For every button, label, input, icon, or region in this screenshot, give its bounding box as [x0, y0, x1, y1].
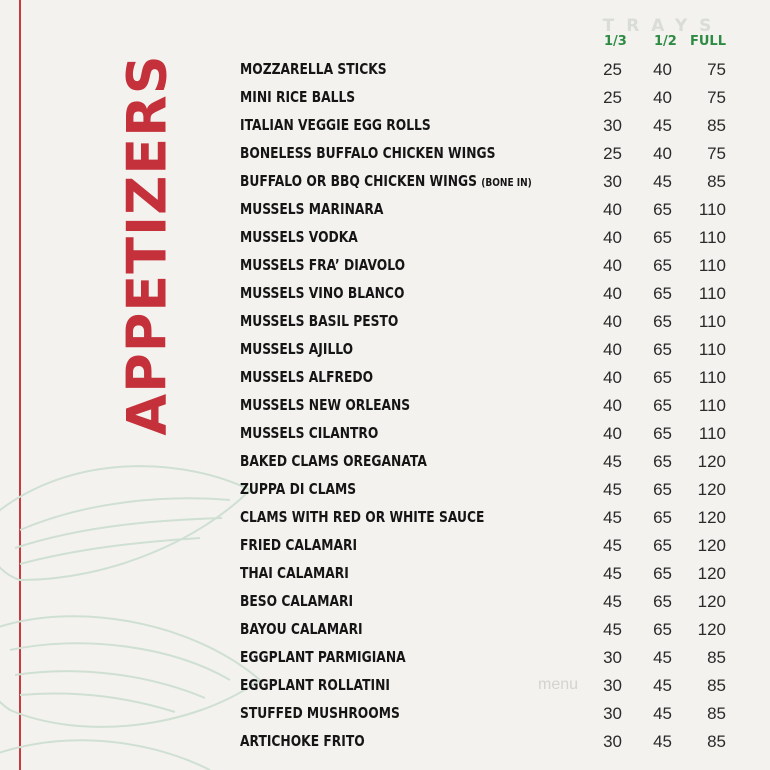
- menu-item-row: [240, 196, 740, 224]
- menu-item-row: [240, 700, 740, 728]
- price-third: 30: [603, 704, 622, 723]
- price-half: 40: [653, 60, 672, 79]
- item-name: [240, 396, 410, 414]
- price-third: 45: [603, 592, 622, 611]
- menu-item-row: [240, 84, 740, 112]
- price-half: 40: [653, 144, 672, 163]
- item-note: (BONE IN): [481, 176, 532, 189]
- header-third: 1/3: [604, 34, 627, 49]
- item-name: [240, 564, 349, 582]
- price-half: 65: [653, 256, 672, 275]
- price-half: 45: [653, 676, 672, 695]
- price-third: 40: [603, 396, 622, 415]
- item-name-text: BESO CALAMARI: [240, 592, 354, 610]
- menu-item-row: [240, 224, 740, 252]
- trays-label: TRAYS: [602, 16, 724, 36]
- price-half: 45: [653, 172, 672, 191]
- price-half: 45: [653, 732, 672, 751]
- item-name-text: MUSSELS MARINARA: [240, 200, 384, 218]
- price-full: 75: [707, 88, 726, 107]
- price-half: 65: [653, 508, 672, 527]
- price-third: 25: [603, 60, 622, 79]
- header-full: FULL: [690, 34, 727, 49]
- item-name: [240, 340, 353, 358]
- price-third: 45: [603, 480, 622, 499]
- item-name: [240, 256, 405, 274]
- price-third: 45: [603, 564, 622, 583]
- price-third: 40: [603, 228, 622, 247]
- item-name-text: ARTICHOKE FRITO: [240, 732, 365, 750]
- left-red-rule: [19, 0, 21, 770]
- price-third: 40: [603, 368, 622, 387]
- menu-item-row: [240, 56, 740, 84]
- price-half: 45: [653, 116, 672, 135]
- price-half: 65: [653, 480, 672, 499]
- price-full: 110: [698, 256, 726, 275]
- menu-items-list: [240, 56, 740, 756]
- price-third: 30: [603, 172, 622, 191]
- price-half: 65: [653, 620, 672, 639]
- item-name: [240, 116, 431, 134]
- item-name: [240, 60, 387, 78]
- item-name: [240, 592, 353, 610]
- price-half: 45: [653, 648, 672, 667]
- price-third: 25: [603, 144, 622, 163]
- price-full: 110: [698, 424, 726, 443]
- price-full: 120: [697, 452, 726, 471]
- item-name-text: EGGPLANT PARMIGIANA: [240, 648, 406, 666]
- menu-item-row: [240, 728, 740, 756]
- price-full: 85: [707, 676, 726, 695]
- price-third: 40: [603, 312, 622, 331]
- item-name: [240, 480, 356, 498]
- price-third: 40: [603, 256, 622, 275]
- price-full: 120: [697, 480, 726, 499]
- item-name: [240, 704, 400, 722]
- price-full: 120: [697, 564, 726, 583]
- price-full: 110: [698, 396, 726, 415]
- price-half: 65: [653, 200, 672, 219]
- item-name: [240, 620, 363, 638]
- menu-item-row: [240, 364, 740, 392]
- item-name: [240, 200, 383, 218]
- price-half: 65: [653, 312, 672, 331]
- menu-item-row: [240, 252, 740, 280]
- price-full: 110: [698, 312, 726, 331]
- item-name-text: BUFFALO OR BBQ CHICKEN WINGS: [240, 172, 477, 190]
- item-name: [240, 536, 357, 554]
- price-full: 85: [707, 172, 726, 191]
- price-half: 65: [653, 340, 672, 359]
- section-title: APPETIZERS: [115, 54, 179, 436]
- price-third: 30: [603, 116, 622, 135]
- item-name: [240, 732, 365, 750]
- price-third: 40: [603, 284, 622, 303]
- item-name-text: MUSSELS VODKA: [240, 228, 358, 246]
- item-name-text: ZUPPA DI CLAMS: [240, 480, 357, 498]
- price-half: 65: [653, 564, 672, 583]
- menu-item-row: [240, 112, 740, 140]
- item-name-text: MUSSELS NEW ORLEANS: [240, 396, 411, 414]
- item-name-text: MUSSELS FRA’ DIAVOLO: [240, 256, 406, 274]
- item-name: [240, 368, 373, 386]
- item-name-text: MUSSELS CILANTRO: [240, 424, 379, 442]
- item-name-text: FRIED CALAMARI: [240, 536, 358, 554]
- item-name-text: BAYOU CALAMARI: [240, 620, 363, 638]
- menu-item-row: [240, 560, 740, 588]
- price-third: 30: [603, 732, 622, 751]
- price-full: 120: [697, 536, 726, 555]
- price-half: 65: [653, 396, 672, 415]
- item-name: [240, 452, 427, 470]
- menu-item-row: [240, 532, 740, 560]
- price-full: 110: [698, 284, 726, 303]
- price-third: 40: [603, 340, 622, 359]
- price-full: 120: [697, 620, 726, 639]
- menu-item-row: [240, 644, 740, 672]
- menu-item-row: [240, 504, 740, 532]
- price-full: 110: [698, 340, 726, 359]
- price-third: 45: [603, 508, 622, 527]
- item-name: [240, 312, 398, 330]
- price-half: 65: [653, 228, 672, 247]
- menu-item-row: [240, 420, 740, 448]
- item-name-text: MUSSELS VINO BLANCO: [240, 284, 405, 302]
- item-name-text: STUFFED MUSHROOMS: [240, 704, 400, 722]
- header-half: 1/2: [654, 34, 677, 49]
- price-half: 65: [653, 452, 672, 471]
- item-name-text: EGGPLANT ROLLATINI: [240, 676, 390, 694]
- item-name-text: CLAMS WITH RED OR WHITE SAUCE: [240, 508, 485, 526]
- price-half: 65: [653, 368, 672, 387]
- price-half: 65: [653, 284, 672, 303]
- price-full: 85: [707, 704, 726, 723]
- item-name: [240, 88, 355, 106]
- price-half: 65: [653, 536, 672, 555]
- price-third: 45: [603, 452, 622, 471]
- menu-item-row: [240, 616, 740, 644]
- price-full: 110: [698, 368, 726, 387]
- price-half: 65: [653, 424, 672, 443]
- price-third: 45: [603, 536, 622, 555]
- price-third: 25: [603, 88, 622, 107]
- menu-item-row: [240, 140, 740, 168]
- menu-item-row: [240, 392, 740, 420]
- menu-item-row: [240, 168, 740, 196]
- watermark: menu: [538, 676, 579, 693]
- item-name-text: ITALIAN VEGGIE EGG ROLLS: [240, 116, 431, 134]
- menu-item-row: [240, 336, 740, 364]
- item-name-text: MOZZARELLA STICKS: [240, 60, 387, 78]
- item-name: [240, 648, 406, 666]
- item-name-text: THAI CALAMARI: [240, 564, 349, 582]
- price-half: 40: [653, 88, 672, 107]
- price-third: 30: [603, 648, 622, 667]
- menu-item-row: [240, 672, 740, 700]
- item-name-text: BAKED CLAMS OREGANATA: [240, 452, 427, 470]
- price-full: 85: [707, 648, 726, 667]
- item-name-text: MINI RICE BALLS: [240, 88, 356, 106]
- title-wrap: [112, 40, 182, 450]
- price-half: 65: [653, 592, 672, 611]
- item-name: [240, 144, 495, 162]
- price-full: 85: [707, 116, 726, 135]
- menu-item-row: [240, 476, 740, 504]
- price-third: 45: [603, 620, 622, 639]
- item-name: [240, 424, 378, 442]
- item-name: [240, 676, 390, 694]
- price-third: 30: [603, 676, 622, 695]
- price-third: 40: [603, 424, 622, 443]
- menu-item-row: [240, 588, 740, 616]
- price-full: 75: [707, 144, 726, 163]
- price-full: 120: [697, 592, 726, 611]
- price-third: 40: [603, 200, 622, 219]
- item-name-text: BONELESS BUFFALO CHICKEN WINGS: [240, 144, 496, 162]
- menu-item-row: [240, 448, 740, 476]
- price-full: 110: [698, 200, 726, 219]
- menu-item-row: [240, 308, 740, 336]
- price-full: 75: [707, 60, 726, 79]
- item-name-text: MUSSELS BASIL PESTO: [240, 312, 399, 330]
- price-full: 85: [707, 732, 726, 751]
- item-name: [240, 228, 358, 246]
- item-name: [240, 508, 484, 526]
- item-name: [240, 284, 404, 302]
- menu-item-row: [240, 280, 740, 308]
- price-full: 120: [697, 508, 726, 527]
- item-name-text: MUSSELS AJILLO: [240, 340, 354, 358]
- item-name-text: MUSSELS ALFREDO: [240, 368, 374, 386]
- price-half: 45: [653, 704, 672, 723]
- price-full: 110: [698, 228, 726, 247]
- item-name: [240, 172, 532, 190]
